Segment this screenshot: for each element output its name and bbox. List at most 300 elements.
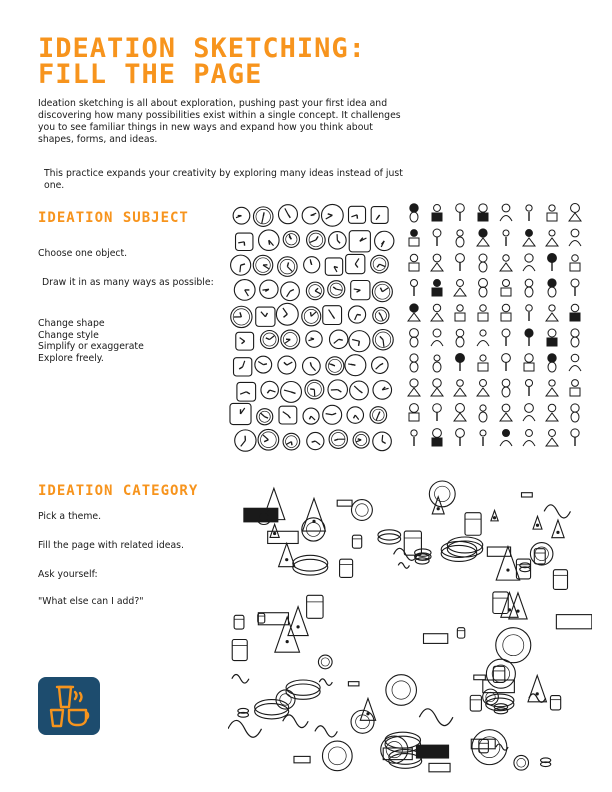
clock-hand: [311, 215, 315, 216]
figure-body: [408, 313, 420, 321]
clock-hand: [315, 291, 320, 294]
clock-hand: [291, 442, 292, 446]
figure-head: [433, 379, 441, 387]
figure-body: [571, 412, 579, 422]
figure-head: [479, 279, 488, 288]
clock-hand: [240, 312, 241, 317]
food-sketch-plate: [486, 659, 515, 688]
figure-head: [433, 254, 441, 262]
figure-body: [477, 388, 489, 396]
clock-sketch: [321, 204, 343, 226]
food-sketch-plate: [514, 755, 529, 770]
figure-body: [410, 337, 418, 347]
clock-hand: [329, 310, 333, 316]
clock-hand: [288, 415, 290, 418]
clock-hand: [238, 242, 244, 243]
figure-head: [571, 329, 579, 337]
figure-head: [502, 204, 510, 212]
figure-body: [546, 238, 558, 246]
clock-hand: [311, 261, 312, 264]
figure-body: [548, 362, 556, 372]
clock-hand: [262, 217, 263, 224]
clock-hand: [357, 290, 361, 292]
food-sketch-wave: [398, 563, 409, 569]
food-sketch-plate: [483, 689, 499, 705]
clock-hand: [243, 361, 245, 367]
clock-hand: [311, 416, 315, 420]
clock-sketch: [349, 231, 370, 252]
food-sketches-drawing: [228, 478, 592, 778]
subject-variation-list: [38, 318, 144, 364]
clock-hand: [284, 362, 287, 365]
clock-hand: [285, 208, 288, 214]
figure-head: [502, 429, 509, 436]
clock-hand: [264, 440, 268, 442]
figure-head: [548, 404, 556, 412]
food-sketch-stack: [447, 541, 482, 557]
food-sketch-plate: [351, 500, 372, 521]
food-sketch-topping: [273, 532, 276, 535]
food-sketch-wave: [228, 720, 262, 737]
clock-hand: [332, 413, 336, 414]
page-title-line-2: FILL THE PAGE: [38, 59, 263, 90]
clock-sketch: [302, 207, 319, 224]
food-sketch-wave: [315, 726, 337, 737]
figure-body: [501, 288, 511, 296]
clock-hand: [380, 336, 383, 339]
food-sketch-slice: [533, 516, 542, 529]
food-sketch-bar: [294, 756, 310, 762]
clock-sketch-inner: [283, 333, 297, 347]
food-sketch-bar: [474, 675, 486, 680]
figure-body: [431, 263, 443, 271]
figure-head: [433, 229, 441, 237]
food-sketch-plate-inner: [280, 694, 291, 705]
clock-hand: [283, 308, 287, 314]
figure-head: [571, 204, 580, 213]
clock-hand: [269, 240, 270, 245]
clock-hand: [334, 267, 338, 268]
figure-body: [570, 313, 580, 321]
figure-body: [479, 412, 487, 422]
clock-hand: [270, 390, 276, 392]
clock-hand: [284, 314, 288, 317]
food-sketch-plate-inner: [306, 522, 320, 536]
clock-hand: [241, 441, 246, 447]
clock-hand: [260, 413, 264, 417]
figure-head: [502, 304, 509, 311]
food-sketch-topping: [296, 625, 299, 628]
clock-hand: [382, 435, 383, 441]
figure-body: [479, 287, 487, 297]
list-item: Change shape: [38, 318, 105, 329]
food-sketch-wave: [232, 674, 249, 683]
figure-head: [549, 230, 555, 236]
figure-body: [546, 438, 558, 446]
figure-head: [503, 230, 509, 236]
clock-hand: [377, 215, 379, 218]
food-sketch-cup: [232, 640, 247, 661]
clock-hand: [337, 240, 340, 243]
food-sketch-cup: [553, 570, 567, 590]
food-sketch-bar: [556, 615, 591, 629]
food-sketch-bar: [429, 763, 450, 771]
clock-hand: [240, 265, 241, 272]
clock-sketch-inner: [256, 258, 271, 273]
clock-hand: [269, 336, 274, 340]
figure-body: [431, 388, 443, 396]
category-step-theme: Pick a theme.: [38, 511, 102, 522]
figure-body: [454, 388, 466, 396]
food-sketch-plate-inner: [356, 504, 369, 517]
figure-body: [456, 337, 464, 347]
figure-body: [410, 212, 418, 222]
figure-body: [523, 266, 535, 272]
clock-hand: [354, 386, 359, 390]
food-sketch-bar: [521, 493, 532, 497]
clock-sketch: [237, 382, 256, 401]
clock-hand: [382, 288, 388, 292]
figure-head: [456, 254, 465, 263]
food-sketch-plate: [318, 655, 332, 669]
food-sketch-topping: [536, 524, 539, 527]
figure-head: [503, 255, 509, 261]
figure-head: [549, 305, 555, 311]
clock-hand: [377, 264, 379, 267]
figure-sketches-drawing: [404, 196, 594, 464]
figure-head: [549, 430, 556, 437]
figure-body: [524, 363, 534, 371]
food-sketch-plate-inner: [503, 635, 524, 656]
clock-hand: [315, 288, 318, 291]
figure-head: [525, 279, 533, 287]
clock-hand: [378, 412, 380, 415]
clock-sketch: [348, 306, 365, 323]
clock-hand: [311, 312, 316, 316]
clock-hand: [309, 416, 311, 419]
figure-head: [410, 279, 417, 286]
food-sketch-stack: [255, 704, 289, 719]
clock-hand: [380, 288, 382, 292]
figure-head: [410, 354, 418, 362]
clock-hand: [334, 339, 339, 343]
figure-body: [569, 213, 581, 221]
clock-hand: [339, 339, 343, 340]
food-sketch-plate-inner: [356, 715, 370, 729]
clock-hand: [283, 412, 288, 416]
figure-head: [549, 205, 555, 211]
clock-hand: [359, 390, 362, 392]
clock-hand: [291, 392, 295, 394]
figure-body: [571, 337, 579, 347]
coffee-cups-icon: [38, 677, 100, 735]
lead-sentence: This practice expands your creativity by exploring many ideas instead of just one.: [44, 168, 403, 191]
figure-head: [548, 254, 557, 263]
food-sketch-stack: [293, 555, 328, 571]
list-item: Change style: [38, 329, 99, 341]
clock-hand: [266, 338, 270, 340]
clock-hand: [310, 312, 311, 316]
clock-sketch: [258, 429, 279, 450]
figure-head: [525, 379, 532, 386]
clock-sketches-drawing: [228, 200, 400, 468]
clock-hand: [240, 392, 246, 394]
figure-body: [569, 241, 581, 247]
clock-hand: [333, 287, 336, 289]
figure-head: [502, 354, 511, 363]
clock-sketch: [349, 206, 366, 223]
clock-hand: [355, 415, 358, 420]
clock-hand: [381, 316, 383, 321]
clock-hand: [242, 341, 245, 343]
clock-hand: [383, 340, 384, 347]
food-sketch-slice: [288, 607, 308, 636]
figure-head: [479, 204, 487, 212]
figure-body: [408, 388, 420, 396]
figure-head: [480, 380, 487, 387]
food-sketch-cup: [340, 559, 353, 577]
clock-hand: [328, 214, 333, 216]
food-sketch-stack: [286, 680, 320, 695]
figure-head: [525, 329, 533, 337]
figure-body: [523, 238, 535, 246]
figure-head: [549, 380, 555, 386]
figure-head: [548, 354, 556, 362]
list-item: Simplify or exaggerate: [38, 341, 144, 352]
clock-hand: [284, 390, 291, 392]
figure-head: [433, 404, 442, 413]
figure-body: [478, 313, 488, 321]
food-sketch-cup: [534, 549, 545, 564]
food-sketch-cup: [352, 535, 361, 548]
figure-body: [525, 287, 533, 297]
figure-head: [457, 280, 464, 287]
food-sketch-topping: [272, 509, 275, 512]
food-sketch-cup: [307, 595, 323, 618]
figure-body: [523, 416, 535, 422]
food-sketch-stack: [293, 559, 328, 575]
food-sketch-wave: [394, 548, 418, 560]
food-sketch-topping: [556, 531, 559, 534]
food-sketch-slice: [275, 617, 300, 652]
clock-hand: [376, 415, 378, 420]
clock-hand: [263, 364, 267, 365]
clock-hand: [338, 390, 342, 392]
clock-sketch: [236, 332, 254, 350]
clock-hand: [359, 341, 360, 346]
food-sketch-plate: [386, 675, 417, 706]
clock-hand: [239, 367, 243, 369]
clock-hand: [326, 215, 333, 219]
clock-hand: [263, 435, 268, 440]
figure-head: [410, 304, 418, 312]
clock-hand: [265, 417, 268, 418]
figure-body: [410, 362, 418, 372]
food-sketch-plate-inner: [328, 747, 346, 765]
figure-body: [502, 387, 510, 397]
figure-head: [434, 280, 441, 287]
food-sketch-topping: [516, 610, 519, 613]
figure-head: [480, 430, 486, 436]
figure-head: [433, 304, 440, 311]
figure-head: [457, 305, 463, 311]
food-sketch-bar: [337, 500, 352, 506]
clock-hand: [287, 267, 292, 272]
clock-hand: [310, 240, 316, 242]
food-sketch-topping: [536, 692, 539, 695]
figure-head: [434, 355, 440, 361]
clock-sketch: [345, 355, 366, 376]
figure-head: [502, 329, 510, 337]
figure-head: [433, 429, 442, 438]
figure-head: [480, 305, 486, 311]
clock-hand: [288, 214, 290, 218]
figure-body: [477, 341, 489, 347]
food-sketch-topping: [506, 568, 509, 571]
figure-head: [572, 380, 579, 387]
food-sketch-bar: [471, 739, 495, 749]
clock-hand: [310, 389, 314, 390]
food-sketch-stack: [255, 700, 289, 715]
figure-head: [456, 429, 465, 438]
food-sketch-cup: [234, 615, 244, 629]
ideation-category-heading: IDEATION CATEGORY: [38, 483, 199, 499]
clock-sketch-inner: [263, 333, 276, 346]
food-sketch-stack: [415, 558, 429, 564]
clock-hand: [287, 262, 288, 266]
food-sketch-plate-inner: [517, 758, 526, 767]
clock-hand: [336, 289, 342, 290]
clock-sketch: [233, 207, 250, 224]
clock-hand: [355, 258, 359, 264]
clock-sketches: [228, 200, 400, 468]
food-sketch-bar: [348, 682, 359, 686]
clock-sketch: [259, 230, 280, 251]
figure-head: [571, 304, 579, 312]
clock-sketch-inner: [261, 432, 277, 448]
clock-hand: [311, 366, 315, 371]
page-title-line-1: IDEATION SKETCHING:: [38, 33, 366, 64]
food-sketch-plate-inner: [392, 681, 410, 699]
figure-body: [523, 441, 535, 447]
food-sketch-wave: [544, 505, 570, 518]
figure-head: [526, 305, 533, 312]
clock-hand: [379, 312, 381, 315]
food-sketch-bar: [416, 745, 448, 758]
figure-body: [547, 338, 557, 346]
figure-head: [548, 329, 556, 337]
figure-body: [546, 313, 558, 321]
clock-hand: [355, 315, 357, 321]
figure-head: [526, 205, 532, 211]
food-sketch-plate: [429, 481, 455, 507]
figure-head: [571, 404, 579, 412]
clock-hand: [246, 392, 250, 394]
figure-body: [500, 263, 512, 271]
figure-body: [432, 288, 442, 296]
clock-hand: [315, 441, 320, 445]
figure-body: [432, 213, 442, 221]
category-question: "What else can I add?": [38, 596, 144, 607]
clock-hand: [382, 441, 386, 443]
clock-hand: [241, 264, 245, 265]
figure-head: [457, 230, 463, 236]
clock-sketch: [253, 255, 273, 275]
clock-hand: [287, 362, 293, 365]
figure-head: [525, 254, 533, 262]
figure-body: [546, 388, 558, 396]
figure-head: [480, 330, 486, 336]
clock-hand: [332, 315, 334, 318]
figure-head: [410, 329, 419, 338]
clock-hand: [258, 362, 263, 365]
figure-head: [456, 329, 464, 337]
figure-body: [431, 313, 443, 321]
coffee-logo: [38, 677, 100, 735]
figure-head: [502, 379, 510, 387]
food-sketch-cup: [550, 696, 560, 710]
figure-body: [500, 413, 512, 421]
figure-head: [572, 255, 579, 262]
figure-head: [457, 380, 464, 387]
figure-head: [571, 229, 579, 237]
figure-head: [502, 279, 509, 286]
clock-hand: [326, 414, 333, 415]
figure-head: [456, 204, 465, 213]
food-sketch-cup: [470, 695, 481, 711]
figure-body: [478, 213, 488, 221]
clock-hand: [353, 415, 355, 418]
clock-hand: [358, 439, 361, 440]
clock-hand: [376, 365, 380, 369]
clock-hand: [379, 264, 385, 266]
figure-body: [501, 313, 511, 321]
figure-body: [477, 238, 489, 246]
figure-head: [479, 229, 487, 237]
figure-body: [456, 237, 464, 247]
figure-head: [571, 429, 579, 437]
intro-paragraph: Ideation sketching is all about exploration, pushing past your first idea and discovering how many possibilities exist within a single concept. It challenges you to see familiar things in new ways and expand how you think about shapes, forms, and ideas.: [38, 98, 401, 145]
figure-head: [433, 329, 441, 337]
clock-hand: [312, 441, 316, 442]
food-sketch-cup: [404, 531, 421, 555]
clock-hand: [245, 290, 249, 296]
clock-hand: [310, 362, 311, 366]
food-sketch-wave: [419, 709, 453, 726]
figure-head: [502, 404, 510, 412]
clock-hand: [289, 236, 291, 239]
figure-head: [410, 404, 419, 413]
figure-head: [410, 379, 418, 387]
food-sketch-topping: [437, 507, 440, 510]
figure-body: [479, 262, 487, 272]
food-sketch-slice: [303, 498, 326, 531]
food-sketch-plate: [496, 628, 531, 663]
clock-hand: [290, 289, 294, 291]
figure-body: [548, 287, 556, 297]
food-sketch-topping: [285, 558, 288, 561]
figure-body: [546, 413, 558, 421]
clock-hand: [261, 312, 265, 317]
figure-body: [409, 238, 419, 246]
figure-body: [431, 341, 443, 347]
food-sketches: [228, 478, 592, 778]
clock-sketch: [375, 231, 394, 250]
clock-hand: [265, 313, 267, 317]
food-sketch-plate-inner: [479, 737, 500, 758]
subject-step-choose: Choose one object.: [38, 248, 128, 259]
clock-hand: [331, 364, 335, 366]
